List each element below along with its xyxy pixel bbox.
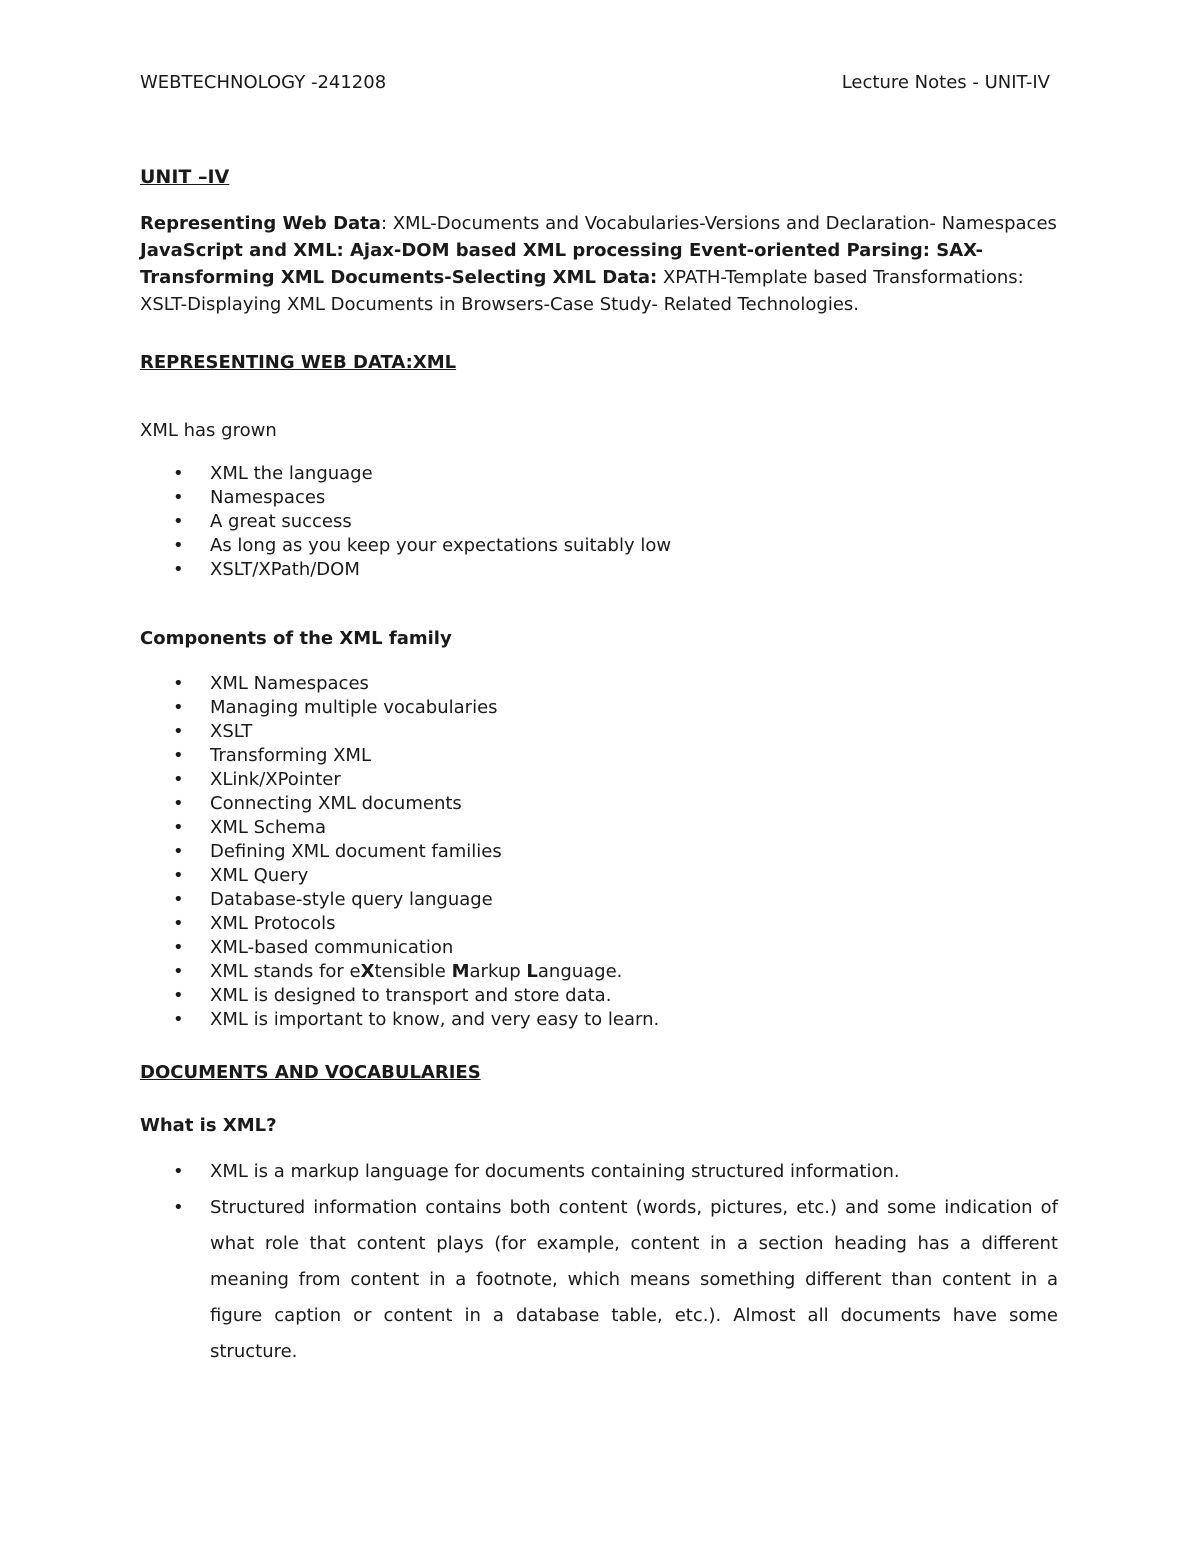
document-body: [140, 166, 1058, 1370]
list-item: • XML Protocols: [140, 912, 1058, 936]
list-item: • XML is a markup language for documents containing structured information.: [140, 1154, 1058, 1190]
running-head-left: WEBTECHNOLOGY -241208: [140, 72, 387, 93]
list-item: • As long as you keep your expectations suitably low: [140, 534, 1058, 558]
unit-syllabus: [140, 210, 1058, 318]
syllabus-text-2: XPATH-Template based Transformations: XSLT-Displaying XML Documents in Browsers-Case Study- Related Technologies.: [140, 267, 1024, 315]
list-item: • XML is designed to transport and store data.: [140, 984, 1058, 1008]
what-is-xml-list: [140, 1154, 1058, 1370]
list-item: • XML is important to know, and very easy to learn.: [140, 1008, 1058, 1032]
list-item: • XML Namespaces: [140, 672, 1058, 696]
list-item: • Connecting XML documents: [140, 792, 1058, 816]
list-item: • XSLT/XPath/DOM: [140, 558, 1058, 582]
list-item: • Database-style query language: [140, 888, 1058, 912]
subheading-what-is-xml: What is XML?: [140, 1115, 277, 1136]
list-item: • XML the language: [140, 462, 1058, 486]
list-item: • A great success: [140, 510, 1058, 534]
list-item: • XML Schema: [140, 816, 1058, 840]
syllabus-label-2: JavaScript and XML: Ajax-DOM based XML processing Event-oriented Parsing: SAX-Transforming XML Documents-Selecting XML Data:: [140, 240, 984, 288]
list-item: • XML-based communication: [140, 936, 1058, 960]
list-item: • XLink/XPointer: [140, 768, 1058, 792]
section-heading-documents-vocabularies: DOCUMENTS AND VOCABULARIES: [140, 1062, 481, 1083]
unit-title: UNIT –IV: [140, 166, 230, 188]
section-heading-components: Components of the XML family: [140, 628, 452, 649]
components-list: [140, 672, 1058, 1032]
section-heading-representing-web-data: REPRESENTING WEB DATA:XML: [140, 352, 457, 373]
syllabus-text-1: : XML-Documents and Vocabularies-Versions and Declaration- Namespaces: [380, 213, 1057, 234]
list-item-xml-stands-for: • XML stands for eXtensible Markup Language.: [140, 960, 1058, 984]
list-item: • Structured information contains both content (words, pictures, etc.) and some indication of what role that content plays (for example, content in a section heading has a different meaning from content in a footnote, which means something different than content in a figure caption or content in a database table, etc.). Almost all documents have some structure.: [140, 1190, 1058, 1370]
list-item: • Defining XML document families: [140, 840, 1058, 864]
section-lead: XML has grown: [140, 420, 277, 441]
syllabus-label-1: Representing Web Data: [140, 213, 381, 234]
xml-grown-list: [140, 462, 1058, 582]
running-head-right: Lecture Notes - UNIT-IV: [841, 72, 1050, 93]
list-item: • Namespaces: [140, 486, 1058, 510]
list-item: • Transforming XML: [140, 744, 1058, 768]
list-item: • XSLT: [140, 720, 1058, 744]
list-item: • Managing multiple vocabularies: [140, 696, 1058, 720]
list-item: • XML Query: [140, 864, 1058, 888]
